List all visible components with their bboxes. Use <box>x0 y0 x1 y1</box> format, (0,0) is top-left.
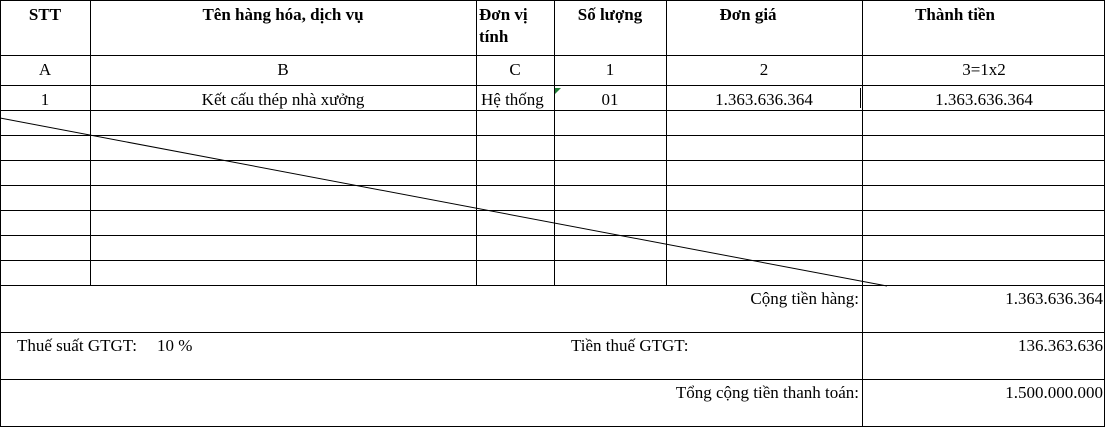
subtotal-value: 1.363.636.364 <box>1005 289 1103 308</box>
header-quantity: Số lượng <box>577 5 643 24</box>
row1-unit: Hệ thống <box>481 90 544 109</box>
header-unit-line2: tính <box>479 27 509 46</box>
cell-comment-marker <box>555 88 561 94</box>
row1-quantity: 01 <box>601 90 619 109</box>
row1-amount: 1.363.636.364 <box>935 90 1033 109</box>
code-item-name: B <box>277 60 289 79</box>
code-amount: 3=1x2 <box>962 60 1006 79</box>
vat-amount-label: Tiền thuế GTGT: <box>571 336 689 355</box>
grand-total-label: Tổng cộng tiền thanh toán: <box>675 383 859 402</box>
row1-unit-price: 1.363.636.364 <box>715 90 813 109</box>
vat-amount-value: 136.363.636 <box>1018 336 1103 355</box>
code-stt: A <box>38 60 52 79</box>
code-quantity: 1 <box>605 60 615 79</box>
row1-stt: 1 <box>40 90 50 109</box>
vat-rate-value: 10 % <box>157 336 193 355</box>
header-stt: STT <box>28 5 62 24</box>
row1-item-name: Kết cấu thép nhà xưởng <box>201 90 365 109</box>
vat-rate-label: Thuế suất GTGT: <box>17 336 138 355</box>
header-amount: Thành tiền <box>915 5 995 24</box>
header-item-name: Tên hàng hóa, dịch vụ <box>202 5 364 24</box>
code-unit-price: 2 <box>759 60 769 79</box>
header-unit-line1: Đơn vị <box>479 5 528 24</box>
code-unit: C <box>509 60 521 79</box>
header-unit-price: Đơn giá <box>719 5 777 24</box>
table-border <box>1 1 1105 427</box>
subtotal-label: Cộng tiền hàng: <box>750 289 859 308</box>
grand-total-value: 1.500.000.000 <box>1005 383 1103 402</box>
